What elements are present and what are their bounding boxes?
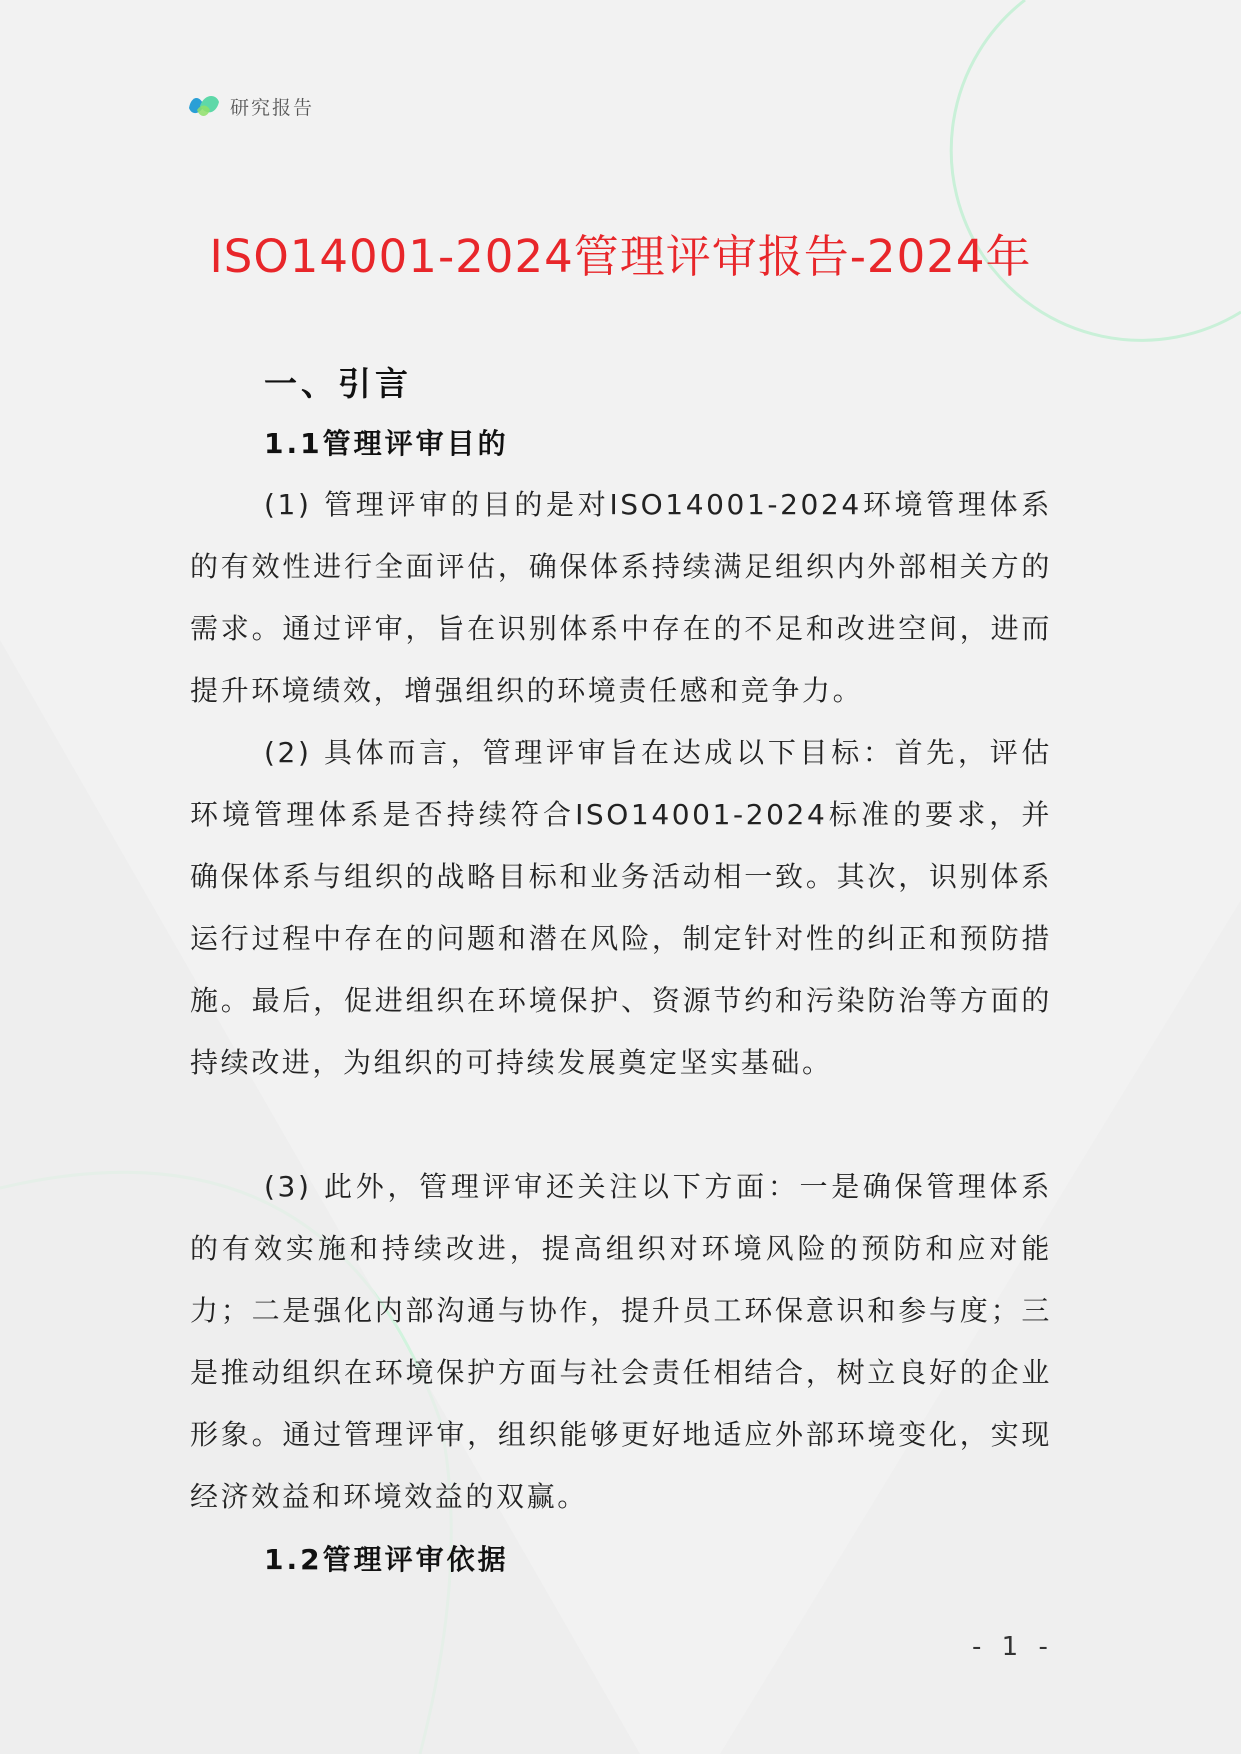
document-title: ISO14001-2024管理评审报告-2024年 xyxy=(209,230,1032,283)
subsection-heading-basis: 1.2管理评审依据 xyxy=(264,1543,509,1576)
paragraph-1: (1) 管理评审的目的是对ISO14001-2024环境管理体系的有效性进行全面评估，确保体系持续满足组织内外部相关方的需求。通过评审，旨在识别体系中存在的不足和改进空间，进而提升环境绩效，增强组织的环境责任感和竞争力。 xyxy=(190,488,1052,707)
subsection-heading-purpose: 1.1管理评审目的 xyxy=(264,427,509,460)
leaf-logo-icon xyxy=(186,90,222,122)
paragraph-3: (3) 此外，管理评审还关注以下方面：一是确保管理体系的有效实施和持续改进，提高组织对环境风险的预防和应对能力；二是强化内部沟通与协作，提升员工环保意识和参与度；三是推动组织在环境保护方面与社会责任相结合，树立良好的企业形象。通过管理评审，组织能够更好地适应外部环境变化，实现经济效益和环境效益的双赢。 xyxy=(190,1170,1052,1513)
paragraph-2: (2) 具体而言，管理评审旨在达成以下目标：首先，评估环境管理体系是否持续符合ISO14001-2024标准的要求，并确保体系与组织的战略目标和业务活动相一致。其次，识别体系运行过程中存在的问题和潜在风险，制定针对性的纠正和预防措施。最后，促进组织在环境保护、资源节约和污染防治等方面的持续改进，为组织的可持续发展奠定坚实基础。 xyxy=(190,736,1052,1079)
section-heading-introduction: 一、引言 xyxy=(264,364,412,403)
page-number: - 1 - xyxy=(972,1632,1054,1662)
brand-header xyxy=(186,88,314,124)
brand-label: 研究报告 xyxy=(230,96,315,119)
